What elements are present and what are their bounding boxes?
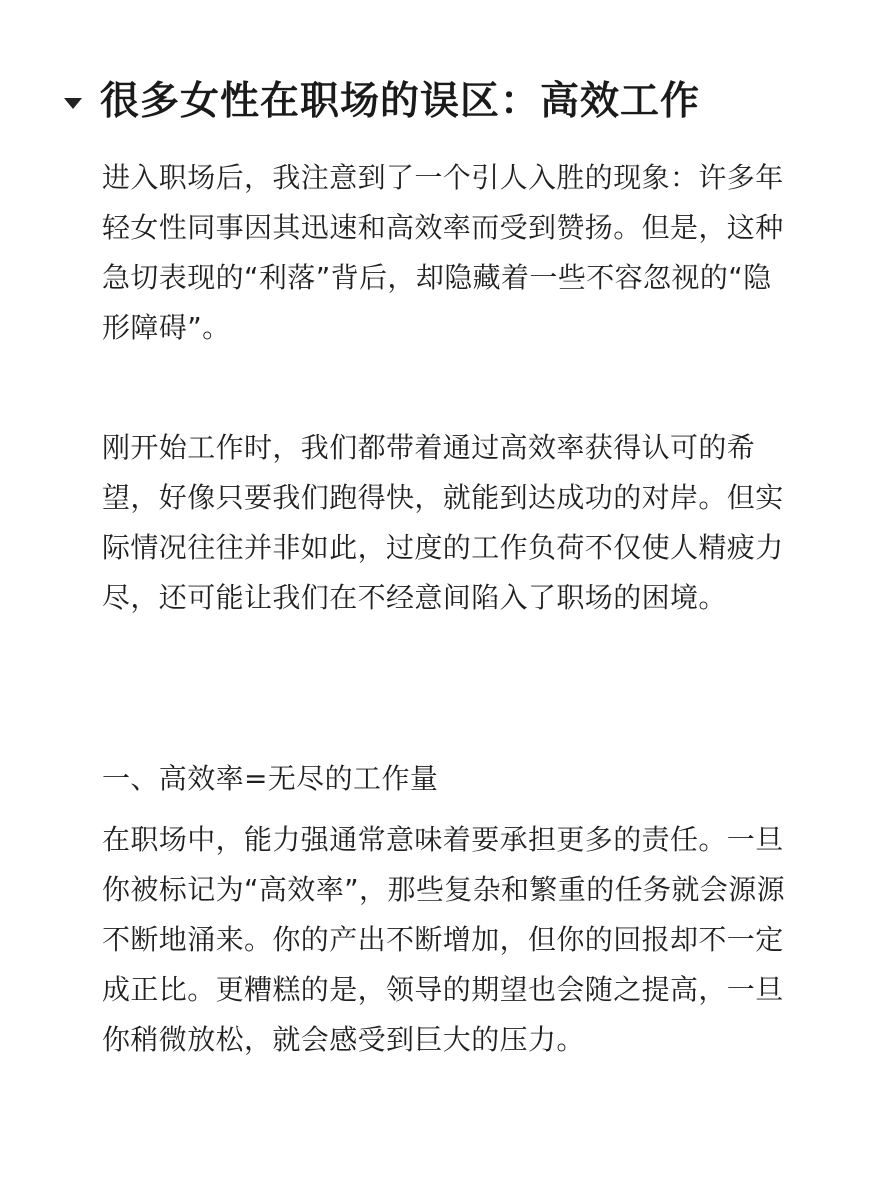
section-body: 在职场中，能力强通常意味着要承担更多的责任。一旦你被标记为“高效率”，那些复杂和繁重的任务就会源源不断地涌来。你的产出不断增加，但你的回报却不一定成正比。更糟糕的是，领导的期望也会随之提高，一旦你稍微放松，就会感受到巨大的压力。 — [102, 823, 786, 1056]
section-heading: 一、高效率=无尽的工作量 — [102, 762, 439, 795]
second-paragraph: 刚开始工作时，我们都带着通过高效率获得认可的希望，好像只要我们跑得快，就能到达成功的对岸。但实际情况往往并非如此，过度的工作负荷不仅使人精疲力尽，还可能让我们在不经意间陷入了职场的困境。 — [102, 431, 784, 614]
toggle-heading[interactable] — [64, 74, 700, 130]
intro-paragraph: 进入职场后，我注意到了一个引人入胜的现象：许多年轻女性同事因其迅速和高效率而受到赞扬。但是，这种急切表现的“利落”背后，却隐藏着一些不容忽视的“隐形障碍”。 — [102, 161, 784, 344]
page-title: 很多女性在职场的误区：高效工作 — [100, 79, 701, 124]
triangle-down-icon[interactable] — [64, 98, 82, 109]
